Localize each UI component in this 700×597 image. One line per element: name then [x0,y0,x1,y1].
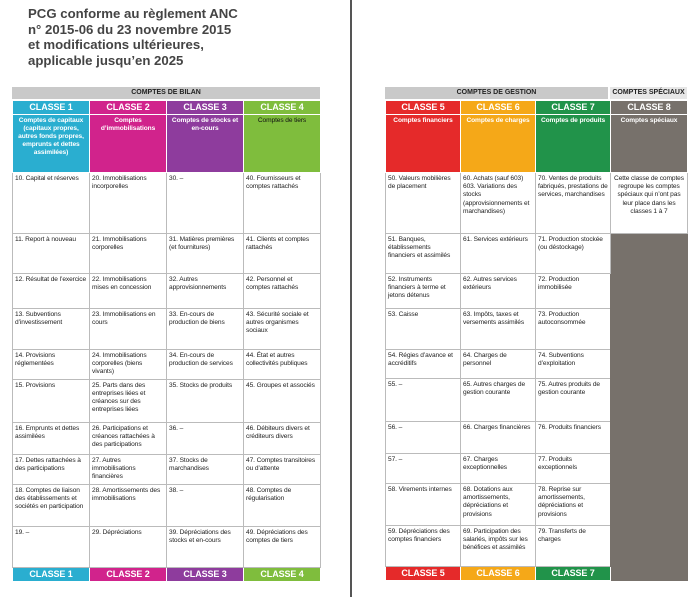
account-cell: 74. Subventions d’exploitation [536,350,611,379]
account-cell: 40. Fournisseurs et comptes rattachés [244,173,321,234]
header-comptes-de-bilan: COMPTES DE BILAN [12,87,320,99]
account-cell: 31. Matières premières (et fournitures) [167,234,244,274]
account-cell: 27. Autres immobilisations financières [90,454,167,484]
page-title: PCG conforme au règlement ANC n° 2015-06 du 23 novembre 2015 et modifications ultérieures, applicable jusqu’en 2025 [28,6,238,68]
class-1-description: Comptes de capitaux (capitaux propres, autres fonds propres, emprunts et dettes assimilées) [13,115,90,173]
account-cell: 63. Impôts, taxes et versements assimilés [461,309,536,350]
class-3-description: Comptes de stocks et en-cours [167,115,244,173]
account-cell: 51. Banques, établissements financiers et assimilés [386,234,461,274]
class-6-footer: CLASSE 6 [461,567,536,581]
class-4-description: Comptes de tiers [244,115,321,173]
account-cell: 56. – [386,422,461,454]
account-cell: 28. Amortissements des immobilisations [90,484,167,526]
account-cell: 72. Production immobilisée [536,274,611,309]
account-cell: 76. Produits financiers [536,422,611,454]
account-cell: 79. Transferts de charges [536,526,611,567]
account-cell: 57. – [386,454,461,484]
account-cell: 41. Clients et comptes rattachés [244,234,321,274]
account-cell: 21. Immobilisations corporelles [90,234,167,274]
account-cell: 60. Achats (sauf 603) 603. Variations des stocks (approvisionnements et marchandises) [461,173,536,234]
class-8-fill [611,234,688,567]
account-cell: 50. Valeurs mobilières de placement [386,173,461,234]
account-cell: 75. Autres produits de gestion courante [536,379,611,422]
center-divider [350,0,352,597]
class-8-header: CLASSE 8 [611,101,688,115]
account-cell: 30. – [167,173,244,234]
account-cell: 38. – [167,484,244,526]
account-cell: 12. Résultat de l’exercice [13,274,90,309]
account-cell: 58. Virements internes [386,484,461,526]
account-cell: 20. Immobilisations incorporelles [90,173,167,234]
account-cell: 54. Régies d’avance et accréditifs [386,350,461,379]
class-7-description: Comptes de produits [536,115,611,173]
account-cell: 29. Dépréciations [90,526,167,567]
account-cell: 73. Production autoconsommée [536,309,611,350]
gestion-table [385,100,688,581]
account-cell: 34. En-cours de production de services [167,350,244,380]
account-cell: 53. Caisse [386,309,461,350]
account-cell: 43. Sécurité sociale et autres organismes sociaux [244,309,321,350]
account-cell: 78. Reprise sur amortissements, dépréciations et provisions [536,484,611,526]
account-cell: 10. Capital et réserves [13,173,90,234]
class-1-footer: CLASSE 1 [13,567,90,581]
class-5-header: CLASSE 5 [386,101,461,115]
account-cell: 11. Report à nouveau [13,234,90,274]
class-7-footer: CLASSE 7 [536,567,611,581]
account-cell: 39. Dépréciations des stocks et en-cours [167,526,244,567]
bilan-table [12,100,321,582]
account-cell: 69. Participation des salariés, impôts sur les bénéfices et assimilés [461,526,536,567]
account-cell: 33. En-cours de production de biens [167,309,244,350]
account-cell: 35. Stocks de produits [167,379,244,422]
class-8-description: Comptes spéciaux [611,115,688,173]
class-5-footer: CLASSE 5 [386,567,461,581]
account-cell: 22. Immobilisations mises en concession [90,274,167,309]
class-3-header: CLASSE 3 [167,101,244,115]
class-8-footer-fill [611,567,688,581]
account-cell: 18. Comptes de liaison des établissements et sociétés en participation [13,484,90,526]
account-cell: 14. Provisions réglementées [13,350,90,380]
account-cell: 65. Autres charges de gestion courante [461,379,536,422]
account-cell: 46. Débiteurs divers et créditeurs divers [244,422,321,454]
account-cell: 45. Groupes et associés [244,379,321,422]
account-cell: 37. Stocks de marchandises [167,454,244,484]
header-comptes-speciaux: COMPTES SPÉCIAUX [610,87,687,99]
account-cell: 25. Parts dans des entreprises liées et créances sur des entreprises liées [90,379,167,422]
account-cell: 17. Dettes rattachées à des participations [13,454,90,484]
account-cell: 59. Dépréciations des comptes financiers [386,526,461,567]
class-2-footer: CLASSE 2 [90,567,167,581]
class-6-header: CLASSE 6 [461,101,536,115]
class-2-description: Comptes d’immobilisations [90,115,167,173]
header-comptes-de-gestion: COMPTES DE GESTION [385,87,608,99]
account-cell: 24. Immobilisations corporelles (biens vivants) [90,350,167,380]
account-cell: 61. Services extérieurs [461,234,536,274]
account-cell: 68. Dotations aux amortissements, dépréciations et provisions [461,484,536,526]
account-cell: 44. État et autres collectivités publiques [244,350,321,380]
class-8-note: Cette classe de comptes regroupe les comptes spéciaux qui n’ont pas leur place dans les classes 1 à 7 [611,173,688,234]
class-4-header: CLASSE 4 [244,101,321,115]
account-cell: 19. – [13,526,90,567]
account-cell: 48. Comptes de régularisation [244,484,321,526]
account-cell: 64. Charges de personnel [461,350,536,379]
class-7-header: CLASSE 7 [536,101,611,115]
class-2-header: CLASSE 2 [90,101,167,115]
account-cell: 62. Autres services extérieurs [461,274,536,309]
account-cell: 32. Autres approvisionnements [167,274,244,309]
account-cell: 71. Production stockée (ou déstockage) [536,234,611,274]
account-cell: 16. Emprunts et dettes assimilées [13,422,90,454]
account-cell: 52. Instruments financiers à terme et jetons détenus [386,274,461,309]
account-cell: 70. Ventes de produits fabriqués, prestations de services, marchandises [536,173,611,234]
account-cell: 77. Produits exceptionnels [536,454,611,484]
class-4-footer: CLASSE 4 [244,567,321,581]
account-cell: 42. Personnel et comptes rattachés [244,274,321,309]
account-cell: 67. Charges exceptionnelles [461,454,536,484]
class-1-header: CLASSE 1 [13,101,90,115]
account-cell: 26. Participations et créances rattachées à des participations [90,422,167,454]
account-cell: 13. Subventions d’investissement [13,309,90,350]
account-cell: 36. – [167,422,244,454]
account-cell: 49. Dépréciations des comptes de tiers [244,526,321,567]
class-5-description: Comptes financiers [386,115,461,173]
account-cell: 55. – [386,379,461,422]
class-6-description: Comptes de charges [461,115,536,173]
account-cell: 47. Comptes transitoires ou d’attente [244,454,321,484]
account-cell: 66. Charges financières [461,422,536,454]
account-cell: 23. Immobilisations en cours [90,309,167,350]
account-cell: 15. Provisions [13,379,90,422]
class-3-footer: CLASSE 3 [167,567,244,581]
